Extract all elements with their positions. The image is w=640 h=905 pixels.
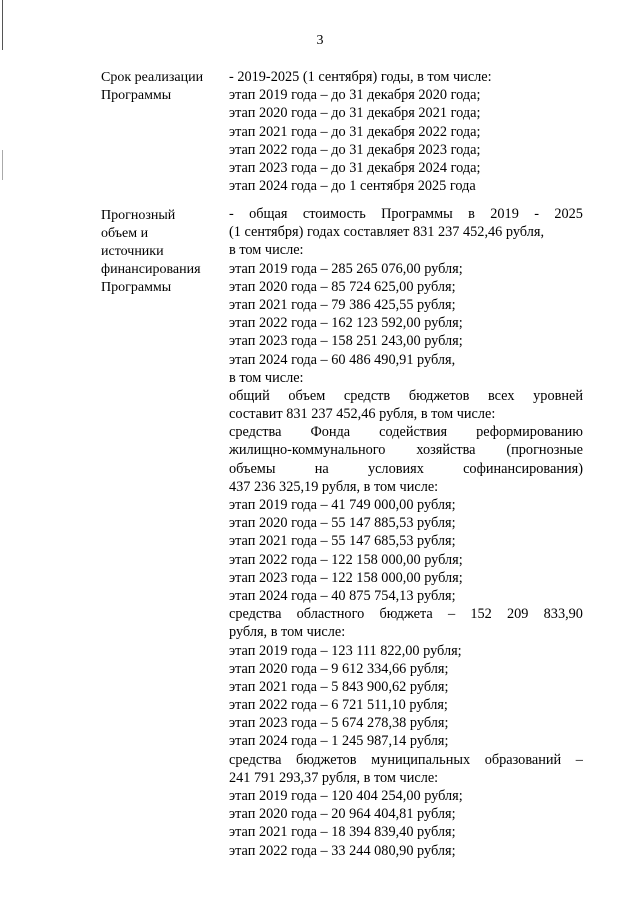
content-line: этап 2024 года – 60 486 490,91 рубля, — [229, 351, 456, 368]
content-line: этап 2019 года – 120 404 254,00 рубля; — [229, 788, 463, 804]
content-line: - общая стоимость Программы в 2019 - 2025 — [229, 206, 583, 222]
content-line: (1 сентября) годах составляет 831 237 452,46 рубля, — [229, 224, 545, 241]
content-line: в том числе: — [229, 242, 304, 259]
content-line: этап 2020 года – 9 612 334,66 рубля; — [229, 660, 449, 677]
content-line: этап 2021 года – 79 386 425,55 рубля; — [229, 296, 456, 313]
content-line: этап 2020 года – 85 724 625,00 рубля; — [229, 278, 456, 295]
content-line: 437 236 325,19 рубля, в том числе: — [229, 478, 439, 495]
label-line: Срок реализации — [101, 70, 204, 85]
content-line: этап 2023 года – 158 251 243,00 рубля; — [229, 333, 463, 350]
content-line: этап 2021 года – до 31 декабря 2022 года; — [229, 123, 481, 140]
label-line: объем и — [101, 226, 149, 241]
content-line: объемы на условиях софинансирования) — [229, 460, 583, 477]
content-line: средства бюджетов муниципальных образований – — [229, 751, 583, 768]
content-line: этап 2020 года – до 31 декабря 2021 года; — [229, 105, 481, 122]
content-line: этап 2024 года – 1 245 987,14 рубля; — [229, 733, 449, 750]
content-line: этап 2023 года – 5 674 278,38 рубля; — [229, 715, 449, 732]
content-line: этап 2023 года – до 31 декабря 2024 года; — [229, 159, 481, 176]
section-label — [101, 69, 221, 105]
content-line: средства Фонда содействия реформированию — [229, 424, 583, 441]
label-line: Прогнозный — [101, 208, 176, 223]
content-line: 241 791 293,37 рубля, в том числе: — [229, 769, 439, 786]
label-line: источники — [101, 244, 164, 259]
section-label — [101, 207, 221, 297]
content-line: этап 2020 года – 20 964 404,81 рубля; — [229, 806, 456, 823]
content-line: этап 2021 года – 55 147 685,53 рубля; — [229, 533, 456, 550]
content-line: составит 831 237 452,46 рубля, в том числе: — [229, 406, 496, 423]
label-line: Программы — [101, 280, 172, 295]
content-line: - 2019-2025 (1 сентября) годы, в том числе: — [229, 69, 492, 85]
content-line: этап 2022 года – 6 721 511,10 рубля; — [229, 697, 448, 714]
content-line: средства областного бюджета – 152 209 833,90 — [229, 606, 583, 623]
content-line: этап 2024 года – 40 875 754,13 рубля; — [229, 587, 456, 604]
label-line: финансирования — [101, 262, 201, 277]
content-line: этап 2024 года – до 1 сентября 2025 года — [229, 178, 476, 195]
content-line: жилищно-коммунального хозяйства (прогнозные — [229, 442, 583, 459]
content-line: этап 2021 года – 5 843 900,62 рубля; — [229, 678, 449, 695]
content-line: этап 2023 года – 122 158 000,00 рубля; — [229, 569, 463, 586]
page-number: 3 — [316, 33, 324, 48]
content-line: этап 2022 года – 33 244 080,90 рубля; — [229, 842, 456, 859]
content-line: этап 2020 года – 55 147 885,53 рубля; — [229, 515, 456, 532]
content-line: этап 2022 года – 162 123 592,00 рубля; — [229, 315, 463, 332]
content-line: в том числе: — [229, 369, 304, 386]
section-content — [229, 68, 583, 195]
content-line: этап 2019 года – 123 111 822,00 рубля; — [229, 642, 462, 659]
label-line: Программы — [101, 88, 172, 103]
content-line: этап 2019 года – до 31 декабря 2020 года; — [229, 87, 481, 104]
content-line: этап 2022 года – до 31 декабря 2023 года; — [229, 141, 481, 158]
scan-margin-line — [2, 150, 3, 180]
content-line: этап 2019 года – 285 265 076,00 рубля; — [229, 260, 463, 277]
content-line: этап 2021 года – 18 394 839,40 рубля; — [229, 824, 456, 841]
content-line: общий объем средств бюджетов всех уровней — [229, 387, 583, 404]
content-line: рубля, в том числе: — [229, 624, 346, 641]
content-line: этап 2022 года – 122 158 000,00 рубля; — [229, 551, 463, 568]
content-line: этап 2019 года – 41 749 000,00 рубля; — [229, 497, 456, 513]
section-content — [229, 205, 583, 860]
